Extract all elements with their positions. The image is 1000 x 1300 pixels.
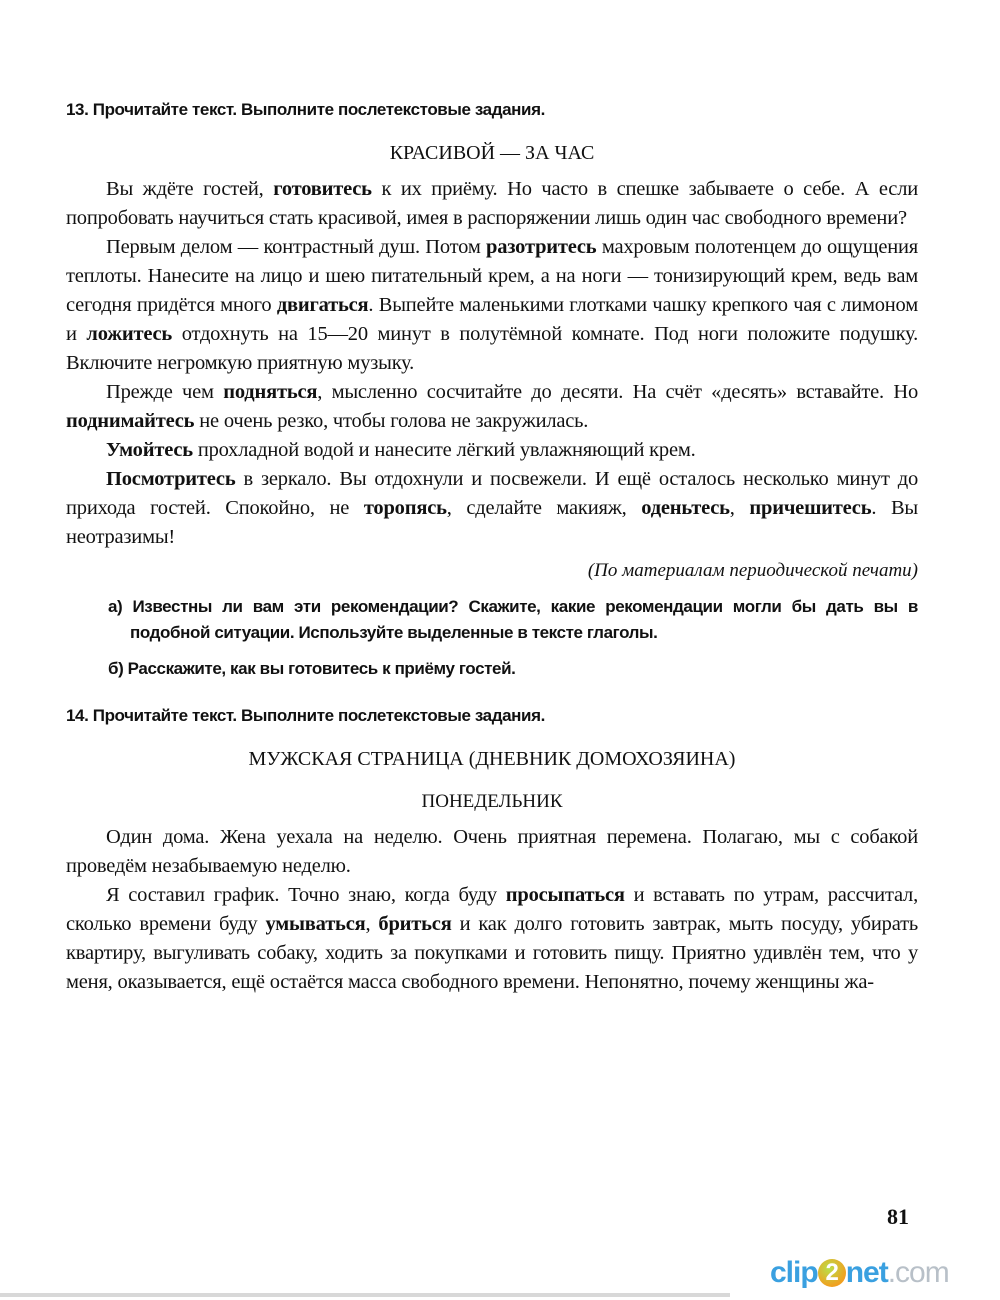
paragraph: Первым делом — контрастный душ. Потом разотритесь махровым полотенцем до ощущения теплоты. Нанесите на лицо и шею питательный крем, а на ноги — тонизирующий крем, ведь вам сегодня придётся много двигаться. Выпейте маленькими глотками чашку крепкого чая с лимоном и ложитесь отдохнуть на 15—20 минут в полутёмной комнате. Под ноги положите подушку. Включите негромкую приятную музыку.: [66, 236, 918, 374]
paragraph: Прежде чем подняться, мысленно сосчитайте до десяти. На счёт «десять» вставайте. Но поднимайтесь не очень резко, чтобы голова не закружилась.: [66, 381, 918, 432]
horizontal-scrollbar[interactable]: [0, 1293, 730, 1297]
emphasized-verb: подняться: [223, 381, 318, 403]
paragraph: Один дома. Жена уехала на неделю. Очень приятная перемена. Полагаю, мы с собакой проведём незабываемую неделю.: [66, 826, 918, 877]
watermark-2-badge-icon: 2: [818, 1259, 846, 1287]
emphasized-verb: Посмотритесь: [106, 468, 236, 490]
emphasized-verb: ложитесь: [86, 323, 173, 345]
question-b: б) Расскажите, как вы готовитесь к приёму гостей.: [108, 659, 516, 678]
page-number: 81: [887, 1204, 909, 1229]
emphasized-verb: бриться: [378, 913, 452, 935]
emphasized-verb: умываться: [265, 913, 366, 935]
emphasized-verb: разотритесь: [486, 236, 597, 258]
text-title-muzhskaya: МУЖСКАЯ СТРАНИЦА (ДНЕВНИК ДОМОХОЗЯИНА): [248, 748, 736, 770]
textbook-page: [66, 100, 918, 997]
text-subtitle-ponedelnik: ПОНЕДЕЛЬНИК: [421, 791, 563, 812]
emphasized-verb: оденьтесь: [641, 497, 730, 519]
emphasized-verb: просыпаться: [505, 884, 625, 906]
paragraph: Умойтесь прохладной водой и нанесите лёгкий увлажняющий крем.: [106, 439, 696, 461]
watermark-net: net: [845, 1256, 888, 1289]
paragraph: Посмотритесь в зеркало. Вы отдохнули и посвежели. И ещё осталось несколько минут до прихода гостей. Спокойно, не торопясь, сделайте макияж, оденьтесь, причешитесь. Вы неотразимы!: [66, 468, 918, 548]
task-14-text: [66, 823, 918, 997]
task-13-heading: 13. Прочитайте текст. Выполните послетекстовые задания.: [66, 100, 545, 119]
question-a: а) Известны ли вам эти рекомендации? Скажите, какие рекомендации могли бы дать вы в подобной ситуации. Используйте выделенные в тексте глаголы.: [108, 597, 918, 642]
emphasized-verb: причешитесь: [749, 497, 872, 519]
task-14-heading: 14. Прочитайте текст. Выполните послетекстовые задания.: [66, 706, 545, 725]
clip2net-watermark: [770, 1256, 949, 1290]
source-citation: (По материалам периодической печати): [587, 560, 918, 581]
emphasized-verb: готовитесь: [273, 178, 372, 200]
task-13-text: [66, 175, 918, 552]
paragraph: Вы ждёте гостей, готовитесь к их приёму. Но часто в спешке забываете о себе. А если попробовать научиться стать красивой, имея в распоряжении лишь один час свободного времени?: [66, 178, 918, 229]
paragraph: Я составил график. Точно знаю, когда буду просыпаться и вставать по утрам, рассчитал, сколько времени буду умываться, бриться и как долго готовить завтрак, мыть посуду, убирать квартиру, выгуливать собаку, ходить за покупками и готовить пищу. Приятно удивлён тем, что у меня, оказывается, ещё остаётся масса свободного времени. Непонятно, почему женщины жа-: [66, 884, 918, 993]
emphasized-verb: торопясь: [363, 497, 447, 519]
emphasized-verb: двигаться: [276, 294, 369, 316]
watermark-com: .com: [887, 1256, 949, 1289]
emphasized-verb: поднимайтесь: [66, 410, 195, 432]
watermark-clip: clip: [770, 1256, 818, 1289]
emphasized-verb: Умойтесь: [106, 439, 193, 461]
text-title-krasivoy: КРАСИВОЙ — ЗА ЧАС: [389, 142, 595, 164]
